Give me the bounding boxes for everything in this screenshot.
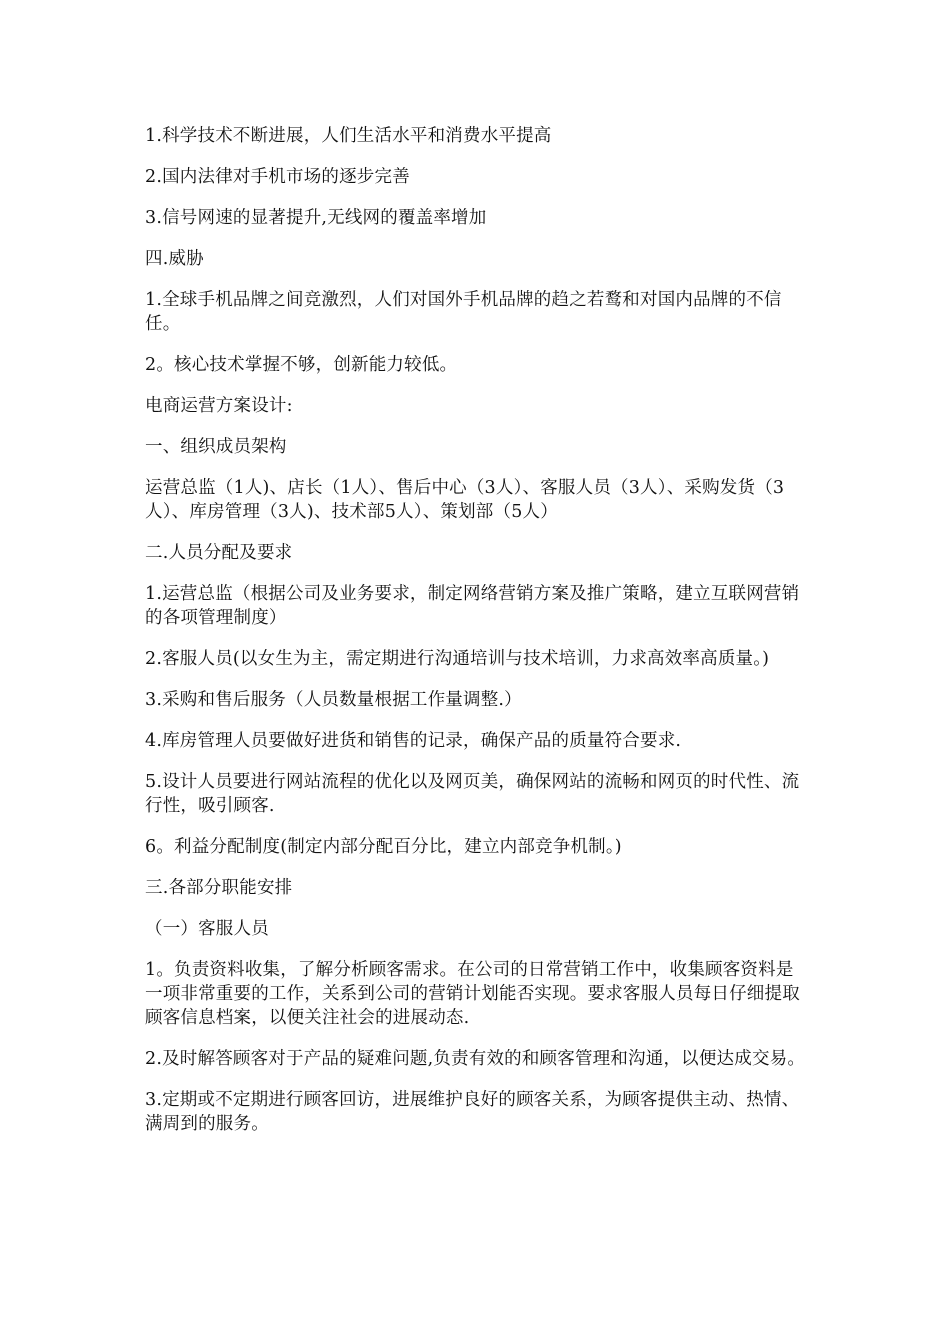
paragraph: 4.库房管理人员要做好进货和销售的记录，确保产品的质量符合要求. [145, 731, 682, 751]
paragraph: 6。利益分配制度(制定内部分配百分比，建立内部竞争机制。) [145, 837, 622, 857]
paragraph: 1.运营总监（根据公司及业务要求，制定网络营销方案及推广策略，建立互联网营销的各项管理制度） [145, 584, 800, 628]
section-heading: 电商运营方案设计: [145, 396, 293, 416]
paragraph: 2。核心技术掌握不够，创新能力较低。 [145, 355, 458, 375]
paragraph: 1.全球手机品牌之间竞激烈，人们对国外手机品牌的趋之若鹜和对国内品牌的不信任。 [145, 290, 782, 334]
document-body [145, 124, 810, 1153]
paragraph: 3.信号网速的显著提升,无线网的覆盖率增加 [145, 208, 487, 228]
paragraph: 1.科学技术不断进展，人们生活水平和消费水平提高 [145, 126, 552, 146]
section-heading: 二.人员分配及要求 [145, 543, 293, 563]
subsection-heading: （一）客服人员 [145, 919, 269, 939]
paragraph: 2.客服人员(以女生为主，需定期进行沟通培训与技术培训，力求高效率高质量。) [145, 649, 770, 669]
paragraph: 运营总监（1人)、店长（1人）、售后中心（3人）、客服人员（3人）、采购发货（3人）、库房管理（3人)、技术部5人）、策划部（5人） [145, 478, 785, 522]
paragraph: 2.国内法律对手机市场的逐步完善 [145, 167, 410, 187]
section-heading: 一、组织成员架构 [145, 437, 287, 457]
paragraph: 5.设计人员要进行网站流程的优化以及网页美，确保网站的流畅和网页的时代性、流行性，吸引顾客. [145, 772, 800, 816]
paragraph: 1。负责资料收集，了解分析顾客需求。在公司的日常营销工作中，收集顾客资料是一项非常重要的工作，关系到公司的营销计划能否实现。要求客服人员每日仔细提取顾客信息档案，以便关注社会的进展动态. [145, 960, 800, 1028]
paragraph: 3.定期或不定期进行顾客回访，进展维护良好的顾客关系，为顾客提供主动、热情、满周到的服务。 [145, 1090, 800, 1134]
paragraph: 2.及时解答顾客对于产品的疑难问题,负责有效的和顾客管理和沟通，以便达成交易。 [145, 1049, 806, 1069]
section-heading: 四.威胁 [145, 249, 204, 269]
paragraph: 3.采购和售后服务（人员数量根据工作量调整.） [145, 690, 522, 710]
section-heading: 三.各部分职能安排 [145, 878, 293, 898]
